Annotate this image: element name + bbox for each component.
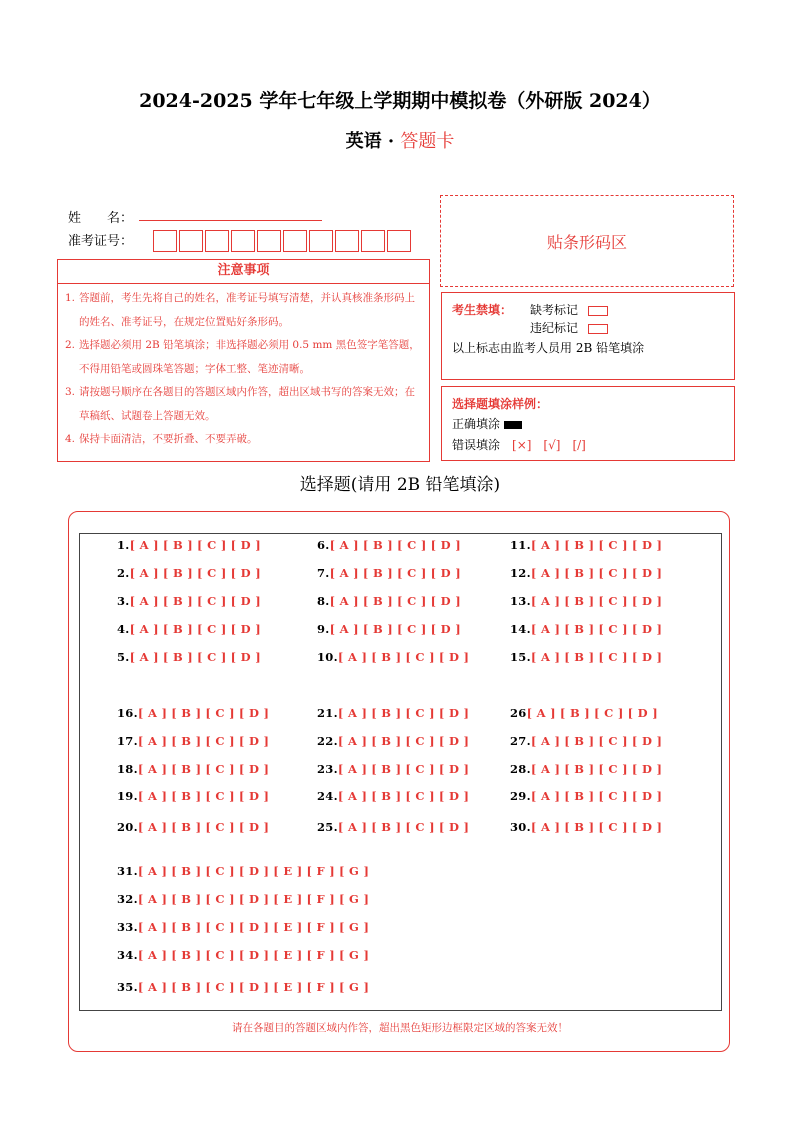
answer-bubble[interactable]: [ B ]	[362, 538, 394, 552]
question-12	[510, 566, 662, 580]
answer-bubble[interactable]: [ C ]	[598, 650, 628, 664]
question-14	[510, 622, 662, 636]
question-5	[117, 650, 261, 664]
question-31	[117, 864, 369, 878]
example-label: 选择题填涂样例：	[452, 397, 549, 411]
answer-bubble[interactable]: [ E ]	[273, 892, 303, 906]
wrong-marks: [×] [√] [/]	[512, 438, 586, 452]
answer-bubble[interactable]: [ B ]	[371, 762, 402, 776]
answer-bubble[interactable]: [ D ]	[438, 820, 470, 834]
question-number: 2.	[117, 566, 130, 580]
answer-bubble[interactable]: [ D ]	[238, 762, 270, 776]
answer-bubble[interactable]: [ C ]	[405, 762, 435, 776]
question-35	[117, 980, 369, 994]
answer-bubble[interactable]: [ A ]	[526, 706, 556, 720]
id-digit-box[interactable]	[335, 230, 359, 252]
answer-bubble[interactable]: [ A ]	[137, 734, 168, 748]
answer-bubble[interactable]: [ D ]	[631, 820, 663, 834]
question-number: 18.	[117, 762, 138, 776]
question-number: 17.	[117, 734, 138, 748]
question-number: 32.	[117, 892, 138, 906]
question-25	[317, 820, 469, 834]
question-32	[117, 892, 369, 906]
answer-bubble[interactable]: [ D ]	[230, 622, 261, 636]
question-7	[317, 566, 461, 580]
answer-bubble[interactable]: [ G ]	[339, 948, 370, 962]
answer-bubble[interactable]: [ A ]	[337, 789, 368, 803]
answer-bubble[interactable]: [ C ]	[205, 789, 235, 803]
page-subtitle	[0, 127, 800, 153]
answer-bubble[interactable]: [ B ]	[564, 789, 595, 803]
name-field[interactable]	[139, 220, 322, 221]
answer-bubble[interactable]: [ B ]	[564, 762, 595, 776]
notice-item	[65, 287, 423, 334]
answer-bubble[interactable]: [ C ]	[205, 864, 235, 878]
question-27	[510, 734, 662, 748]
answer-bubble[interactable]: [ B ]	[564, 566, 595, 580]
answer-bubble[interactable]: [ G ]	[339, 864, 370, 878]
question-23	[317, 762, 469, 776]
question-22	[317, 734, 469, 748]
answer-bubble[interactable]: [ B ]	[171, 762, 202, 776]
question-number: 24.	[317, 789, 338, 803]
id-digit-box[interactable]	[387, 230, 411, 252]
subject-label: 英语 ·	[345, 131, 401, 152]
answer-bubble[interactable]: [ A ]	[137, 864, 168, 878]
notice-item-text: 选择题必须用 2B 铅笔填涂；非选择题必须用 0.5 mm 黑色签字笔答题，不得用铅笔或圆珠笔答题；字体工整、笔迹清晰。	[79, 339, 420, 375]
answer-bubble[interactable]: [ B ]	[564, 820, 595, 834]
answer-bubble[interactable]: [ A ]	[137, 789, 168, 803]
answer-bubble[interactable]: [ C ]	[197, 650, 227, 664]
question-number: 29.	[510, 789, 531, 803]
answer-bubble[interactable]: [ B ]	[362, 594, 394, 608]
question-number: 23.	[317, 762, 338, 776]
id-digit-box[interactable]	[205, 230, 229, 252]
section-title: 选择题(请用 2B 铅笔填涂)	[299, 475, 501, 495]
question-number: 34.	[117, 948, 138, 962]
answer-bubble[interactable]: [ E ]	[273, 920, 303, 934]
question-number: 14.	[510, 622, 531, 636]
violation-checkbox[interactable]	[588, 324, 608, 334]
question-number: 7.	[317, 566, 330, 580]
question-number: 1.	[117, 538, 130, 552]
question-2	[117, 566, 261, 580]
id-digit-box[interactable]	[179, 230, 203, 252]
answer-bubble[interactable]: [ B ]	[171, 789, 202, 803]
answer-bubble[interactable]: [ B ]	[371, 650, 402, 664]
question-30	[510, 820, 662, 834]
question-8	[317, 594, 461, 608]
question-18	[117, 762, 269, 776]
notice-item	[65, 381, 423, 428]
answer-bubble[interactable]: [ F ]	[306, 892, 335, 906]
answer-bubble[interactable]: [ D ]	[631, 789, 663, 803]
id-digit-box[interactable]	[257, 230, 281, 252]
prohibit-note: 以上标志由监考人员用 2B 铅笔填涂	[452, 341, 645, 355]
id-digit-box[interactable]	[361, 230, 385, 252]
question-20	[117, 820, 269, 834]
answer-bubble[interactable]: [ A ]	[137, 948, 168, 962]
answer-bubble[interactable]: [ A ]	[329, 594, 359, 608]
question-number: 6.	[317, 538, 330, 552]
prohibit-label: 考生禁填：	[452, 303, 513, 317]
answer-bubble[interactable]: [ A ]	[329, 538, 359, 552]
answer-bubble[interactable]: [ B ]	[171, 820, 202, 834]
answer-bubble[interactable]: [ C ]	[197, 566, 227, 580]
answer-bubble[interactable]: [ C ]	[594, 706, 624, 720]
barcode-area	[440, 195, 734, 287]
question-34	[117, 948, 369, 962]
answer-bubble[interactable]: [ B ]	[371, 820, 402, 834]
answer-bubble[interactable]: [ B ]	[171, 734, 202, 748]
answer-bubble[interactable]: [ C ]	[598, 762, 628, 776]
answer-bubble[interactable]: [ D ]	[631, 650, 663, 664]
answer-bubble[interactable]: [ A ]	[337, 762, 368, 776]
answer-bubble[interactable]: [ B ]	[171, 892, 202, 906]
answer-bubble[interactable]: [ B ]	[171, 980, 202, 994]
answer-bubble[interactable]: [ G ]	[339, 920, 370, 934]
answer-bubble[interactable]: [ C ]	[598, 820, 628, 834]
answer-bubble[interactable]: [ D ]	[238, 706, 270, 720]
question-number: 9.	[317, 622, 330, 636]
answer-bubble[interactable]: [ B ]	[171, 920, 202, 934]
answer-bubble[interactable]: [ C ]	[197, 622, 227, 636]
answer-bubble[interactable]: [ D ]	[631, 734, 663, 748]
question-number: 13.	[510, 594, 531, 608]
answer-bubble[interactable]: [ C ]	[205, 948, 235, 962]
question-number: 11.	[510, 538, 531, 552]
answer-bubble[interactable]: [ A ]	[337, 706, 368, 720]
answer-bubble[interactable]: [ A ]	[530, 734, 561, 748]
answer-bubble[interactable]: [ A ]	[530, 622, 561, 636]
answer-bubble[interactable]: [ A ]	[129, 538, 159, 552]
answer-bubble[interactable]: [ B ]	[371, 734, 402, 748]
answer-bubble[interactable]: [ D ]	[631, 622, 663, 636]
notice-item-number: 1.	[65, 292, 76, 304]
answer-bubble[interactable]: [ D ]	[238, 948, 270, 962]
barcode-label: 贴条形码区	[546, 232, 627, 252]
question-11	[510, 538, 662, 552]
answer-bubble[interactable]: [ A ]	[329, 622, 359, 636]
answer-bubble[interactable]: [ D ]	[230, 594, 261, 608]
answer-bubble[interactable]: [ B ]	[564, 594, 595, 608]
answer-bubble[interactable]: [ A ]	[530, 538, 561, 552]
answer-bubble[interactable]: [ B ]	[162, 566, 194, 580]
answer-bubble[interactable]: [ D ]	[438, 762, 470, 776]
question-33	[117, 920, 369, 934]
answer-bubble[interactable]: [ B ]	[162, 538, 194, 552]
answer-bubble[interactable]: [ A ]	[530, 789, 561, 803]
answer-bubble[interactable]: [ D ]	[627, 706, 658, 720]
question-number: 12.	[510, 566, 531, 580]
answer-bubble[interactable]: [ F ]	[306, 864, 335, 878]
notice-item-number: 4.	[65, 433, 76, 445]
violation-mark[interactable]: 违纪标记	[530, 319, 608, 336]
answer-bubble[interactable]: [ C ]	[598, 566, 628, 580]
answer-bubble[interactable]: [ D ]	[430, 538, 461, 552]
question-number: 21.	[317, 706, 338, 720]
question-10	[317, 650, 469, 664]
question-number: 27.	[510, 734, 531, 748]
answer-bubble[interactable]: [ C ]	[405, 734, 435, 748]
answer-bubble[interactable]: [ C ]	[397, 538, 427, 552]
answer-bubble[interactable]: [ B ]	[362, 566, 394, 580]
name-label: 姓 名：	[68, 211, 134, 226]
question-number: 15.	[510, 650, 531, 664]
answer-bubble[interactable]: [ B ]	[564, 650, 595, 664]
answer-bubble[interactable]: [ A ]	[137, 762, 168, 776]
notice-item	[65, 334, 423, 381]
question-1	[117, 538, 261, 552]
answer-bubble[interactable]: [ A ]	[530, 566, 561, 580]
answer-bubble[interactable]: [ C ]	[598, 734, 628, 748]
question-16	[117, 706, 269, 720]
footer-warning: 请在各题目的答题区域内作答，超出黑色矩形边框限定区域的答案无效！	[232, 1022, 568, 1034]
question-number: 35.	[117, 980, 138, 994]
question-number: 8.	[317, 594, 330, 608]
page-title: 2024-2025 学年七年级上学期期中模拟卷（外研版 2024）	[139, 90, 661, 112]
question-9	[317, 622, 461, 636]
card-label: 答题卡	[400, 131, 455, 152]
answer-bubble[interactable]: [ D ]	[631, 594, 663, 608]
question-number: 19.	[117, 789, 138, 803]
notice-title: 注意事项	[57, 259, 430, 284]
question-number: 22.	[317, 734, 338, 748]
example-box	[441, 386, 735, 461]
question-15	[510, 650, 662, 664]
answer-bubble[interactable]: [ D ]	[238, 980, 270, 994]
answer-bubble[interactable]: [ D ]	[438, 650, 470, 664]
answer-bubble[interactable]: [ B ]	[564, 622, 595, 636]
answer-bubble[interactable]: [ D ]	[438, 789, 470, 803]
question-number: 16.	[117, 706, 138, 720]
answer-bubble[interactable]: [ C ]	[205, 734, 235, 748]
answer-bubble[interactable]: [ F ]	[306, 948, 335, 962]
question-6	[317, 538, 461, 552]
answer-bubble[interactable]: [ D ]	[238, 734, 270, 748]
answer-bubble[interactable]: [ D ]	[238, 920, 270, 934]
notice-item-number: 3.	[65, 386, 76, 398]
question-number: 20.	[117, 820, 138, 834]
id-label: 准考证号：	[68, 234, 134, 249]
answer-bubble[interactable]: [ A ]	[137, 706, 168, 720]
answer-bubble[interactable]: [ D ]	[230, 650, 261, 664]
answer-bubble[interactable]: [ C ]	[205, 980, 235, 994]
correct-example: 正确填涂	[452, 415, 522, 432]
notice-item-text: 答题前，考生先将自己的姓名，准考证号填写清楚，并认真核准条形码上的姓名、准考证号，在规定位置贴好条形码。	[79, 292, 415, 328]
answer-bubble[interactable]: [ F ]	[306, 980, 335, 994]
answer-bubble[interactable]: [ D ]	[631, 566, 663, 580]
answer-bubble[interactable]: [ A ]	[137, 892, 168, 906]
answer-bubble[interactable]: [ C ]	[598, 538, 628, 552]
answer-bubble[interactable]: [ G ]	[339, 892, 370, 906]
answer-bubble[interactable]: [ C ]	[598, 594, 628, 608]
answer-bubble[interactable]: [ C ]	[205, 706, 235, 720]
notice-item-number: 2.	[65, 339, 76, 351]
answer-bubble[interactable]: [ C ]	[397, 594, 427, 608]
question-24	[317, 789, 469, 803]
answer-bubble[interactable]: [ C ]	[197, 538, 227, 552]
prohibit-box	[441, 292, 735, 380]
answer-bubble[interactable]: [ C ]	[405, 706, 435, 720]
answer-bubble[interactable]: [ G ]	[339, 980, 370, 994]
question-4	[117, 622, 261, 636]
answer-bubble[interactable]: [ C ]	[205, 920, 235, 934]
question-17	[117, 734, 269, 748]
answer-bubble[interactable]: [ D ]	[438, 706, 470, 720]
answer-bubble[interactable]: [ B ]	[362, 622, 394, 636]
answer-bubble[interactable]: [ D ]	[430, 566, 461, 580]
answer-bubble[interactable]: [ C ]	[598, 789, 628, 803]
question-number: 33.	[117, 920, 138, 934]
answer-bubble[interactable]: [ C ]	[405, 820, 435, 834]
question-number: 30.	[510, 820, 531, 834]
answer-bubble[interactable]: [ B ]	[171, 864, 202, 878]
answer-bubble[interactable]: [ A ]	[129, 594, 159, 608]
question-13	[510, 594, 662, 608]
id-number-boxes[interactable]	[153, 230, 413, 252]
answer-bubble[interactable]: [ A ]	[337, 820, 368, 834]
answer-bubble[interactable]: [ B ]	[171, 706, 202, 720]
question-number: 26	[510, 706, 527, 720]
answer-bubble[interactable]: [ A ]	[129, 650, 159, 664]
notice-item	[65, 428, 423, 452]
notice-box	[57, 284, 430, 462]
answer-bubble[interactable]: [ C ]	[598, 622, 628, 636]
answer-bubble[interactable]: [ D ]	[238, 864, 270, 878]
answer-bubble[interactable]: [ D ]	[238, 892, 270, 906]
question-29	[510, 789, 662, 803]
answer-bubble[interactable]: [ E ]	[273, 864, 303, 878]
answer-bubble[interactable]: [ D ]	[438, 734, 470, 748]
answer-bubble[interactable]: [ E ]	[273, 980, 303, 994]
answer-bubble[interactable]: [ D ]	[430, 594, 461, 608]
answer-bubble[interactable]: [ C ]	[197, 594, 227, 608]
answer-bubble[interactable]: [ E ]	[273, 948, 303, 962]
answer-bubble[interactable]: [ D ]	[631, 762, 663, 776]
question-28	[510, 762, 662, 776]
answer-bubble[interactable]: [ D ]	[230, 566, 261, 580]
answer-bubble[interactable]: [ B ]	[564, 734, 595, 748]
id-digit-box[interactable]	[231, 230, 255, 252]
answer-bubble[interactable]: [ A ]	[530, 820, 561, 834]
answer-bubble[interactable]: [ B ]	[162, 622, 194, 636]
question-number: 25.	[317, 820, 338, 834]
question-3	[117, 594, 261, 608]
answer-bubble[interactable]: [ A ]	[137, 820, 168, 834]
wrong-example: 错误填涂 [×] [√] [/]	[452, 438, 586, 452]
answer-bubble[interactable]: [ C ]	[205, 820, 235, 834]
question-19	[117, 789, 269, 803]
question-26	[510, 706, 658, 720]
answer-bubble[interactable]: [ A ]	[329, 566, 359, 580]
notice-item-text: 请按题号顺序在各题目的答题区域内作答，超出区域书写的答案无效；在草稿纸、试题卷上答题无效。	[79, 386, 415, 422]
answer-bubble[interactable]: [ A ]	[530, 594, 561, 608]
answer-bubble[interactable]: [ B ]	[564, 538, 595, 552]
answer-bubble[interactable]: [ C ]	[205, 892, 235, 906]
absent-mark[interactable]: 缺考标记	[530, 301, 608, 318]
question-number: 5.	[117, 650, 130, 664]
answer-bubble[interactable]: [ B ]	[371, 789, 402, 803]
answer-bubble[interactable]: [ B ]	[559, 706, 591, 720]
question-number: 4.	[117, 622, 130, 636]
answer-bubble[interactable]: [ A ]	[137, 980, 168, 994]
answer-bubble[interactable]: [ A ]	[129, 566, 159, 580]
question-number: 28.	[510, 762, 531, 776]
answer-bubble[interactable]: [ A ]	[337, 734, 368, 748]
notice-item-text: 保持卡面清洁，不要折叠、不要弄破。	[79, 433, 258, 445]
question-number: 3.	[117, 594, 130, 608]
answer-bubble[interactable]: [ B ]	[162, 594, 194, 608]
answer-bubble[interactable]: [ A ]	[137, 920, 168, 934]
answer-bubble[interactable]: [ D ]	[230, 538, 261, 552]
id-digit-box[interactable]	[309, 230, 333, 252]
answer-bubble[interactable]: [ A ]	[530, 650, 561, 664]
question-number: 31.	[117, 864, 138, 878]
question-number: 10.	[317, 650, 338, 664]
answer-bubble[interactable]: [ D ]	[631, 538, 663, 552]
answer-bubble[interactable]: [ B ]	[371, 706, 402, 720]
answer-bubble[interactable]: [ D ]	[238, 789, 270, 803]
id-digit-box[interactable]	[153, 230, 177, 252]
question-21	[317, 706, 469, 720]
answer-bubble[interactable]: [ A ]	[129, 622, 159, 636]
answer-bubble[interactable]: [ C ]	[397, 566, 427, 580]
filled-mark-icon	[504, 421, 522, 429]
answer-bubble[interactable]: [ B ]	[171, 948, 202, 962]
answer-bubble[interactable]: [ F ]	[306, 920, 335, 934]
answer-bubble[interactable]: [ C ]	[397, 622, 427, 636]
answer-bubble[interactable]: [ A ]	[337, 650, 368, 664]
answer-bubble[interactable]: [ D ]	[430, 622, 461, 636]
answer-bubble[interactable]: [ D ]	[238, 820, 270, 834]
answer-bubble[interactable]: [ B ]	[162, 650, 194, 664]
answer-bubble[interactable]: [ C ]	[405, 789, 435, 803]
answer-bubble[interactable]: [ A ]	[530, 762, 561, 776]
id-digit-box[interactable]	[283, 230, 307, 252]
answer-bubble[interactable]: [ C ]	[405, 650, 435, 664]
absent-checkbox[interactable]	[588, 306, 608, 316]
answer-bubble[interactable]: [ C ]	[205, 762, 235, 776]
